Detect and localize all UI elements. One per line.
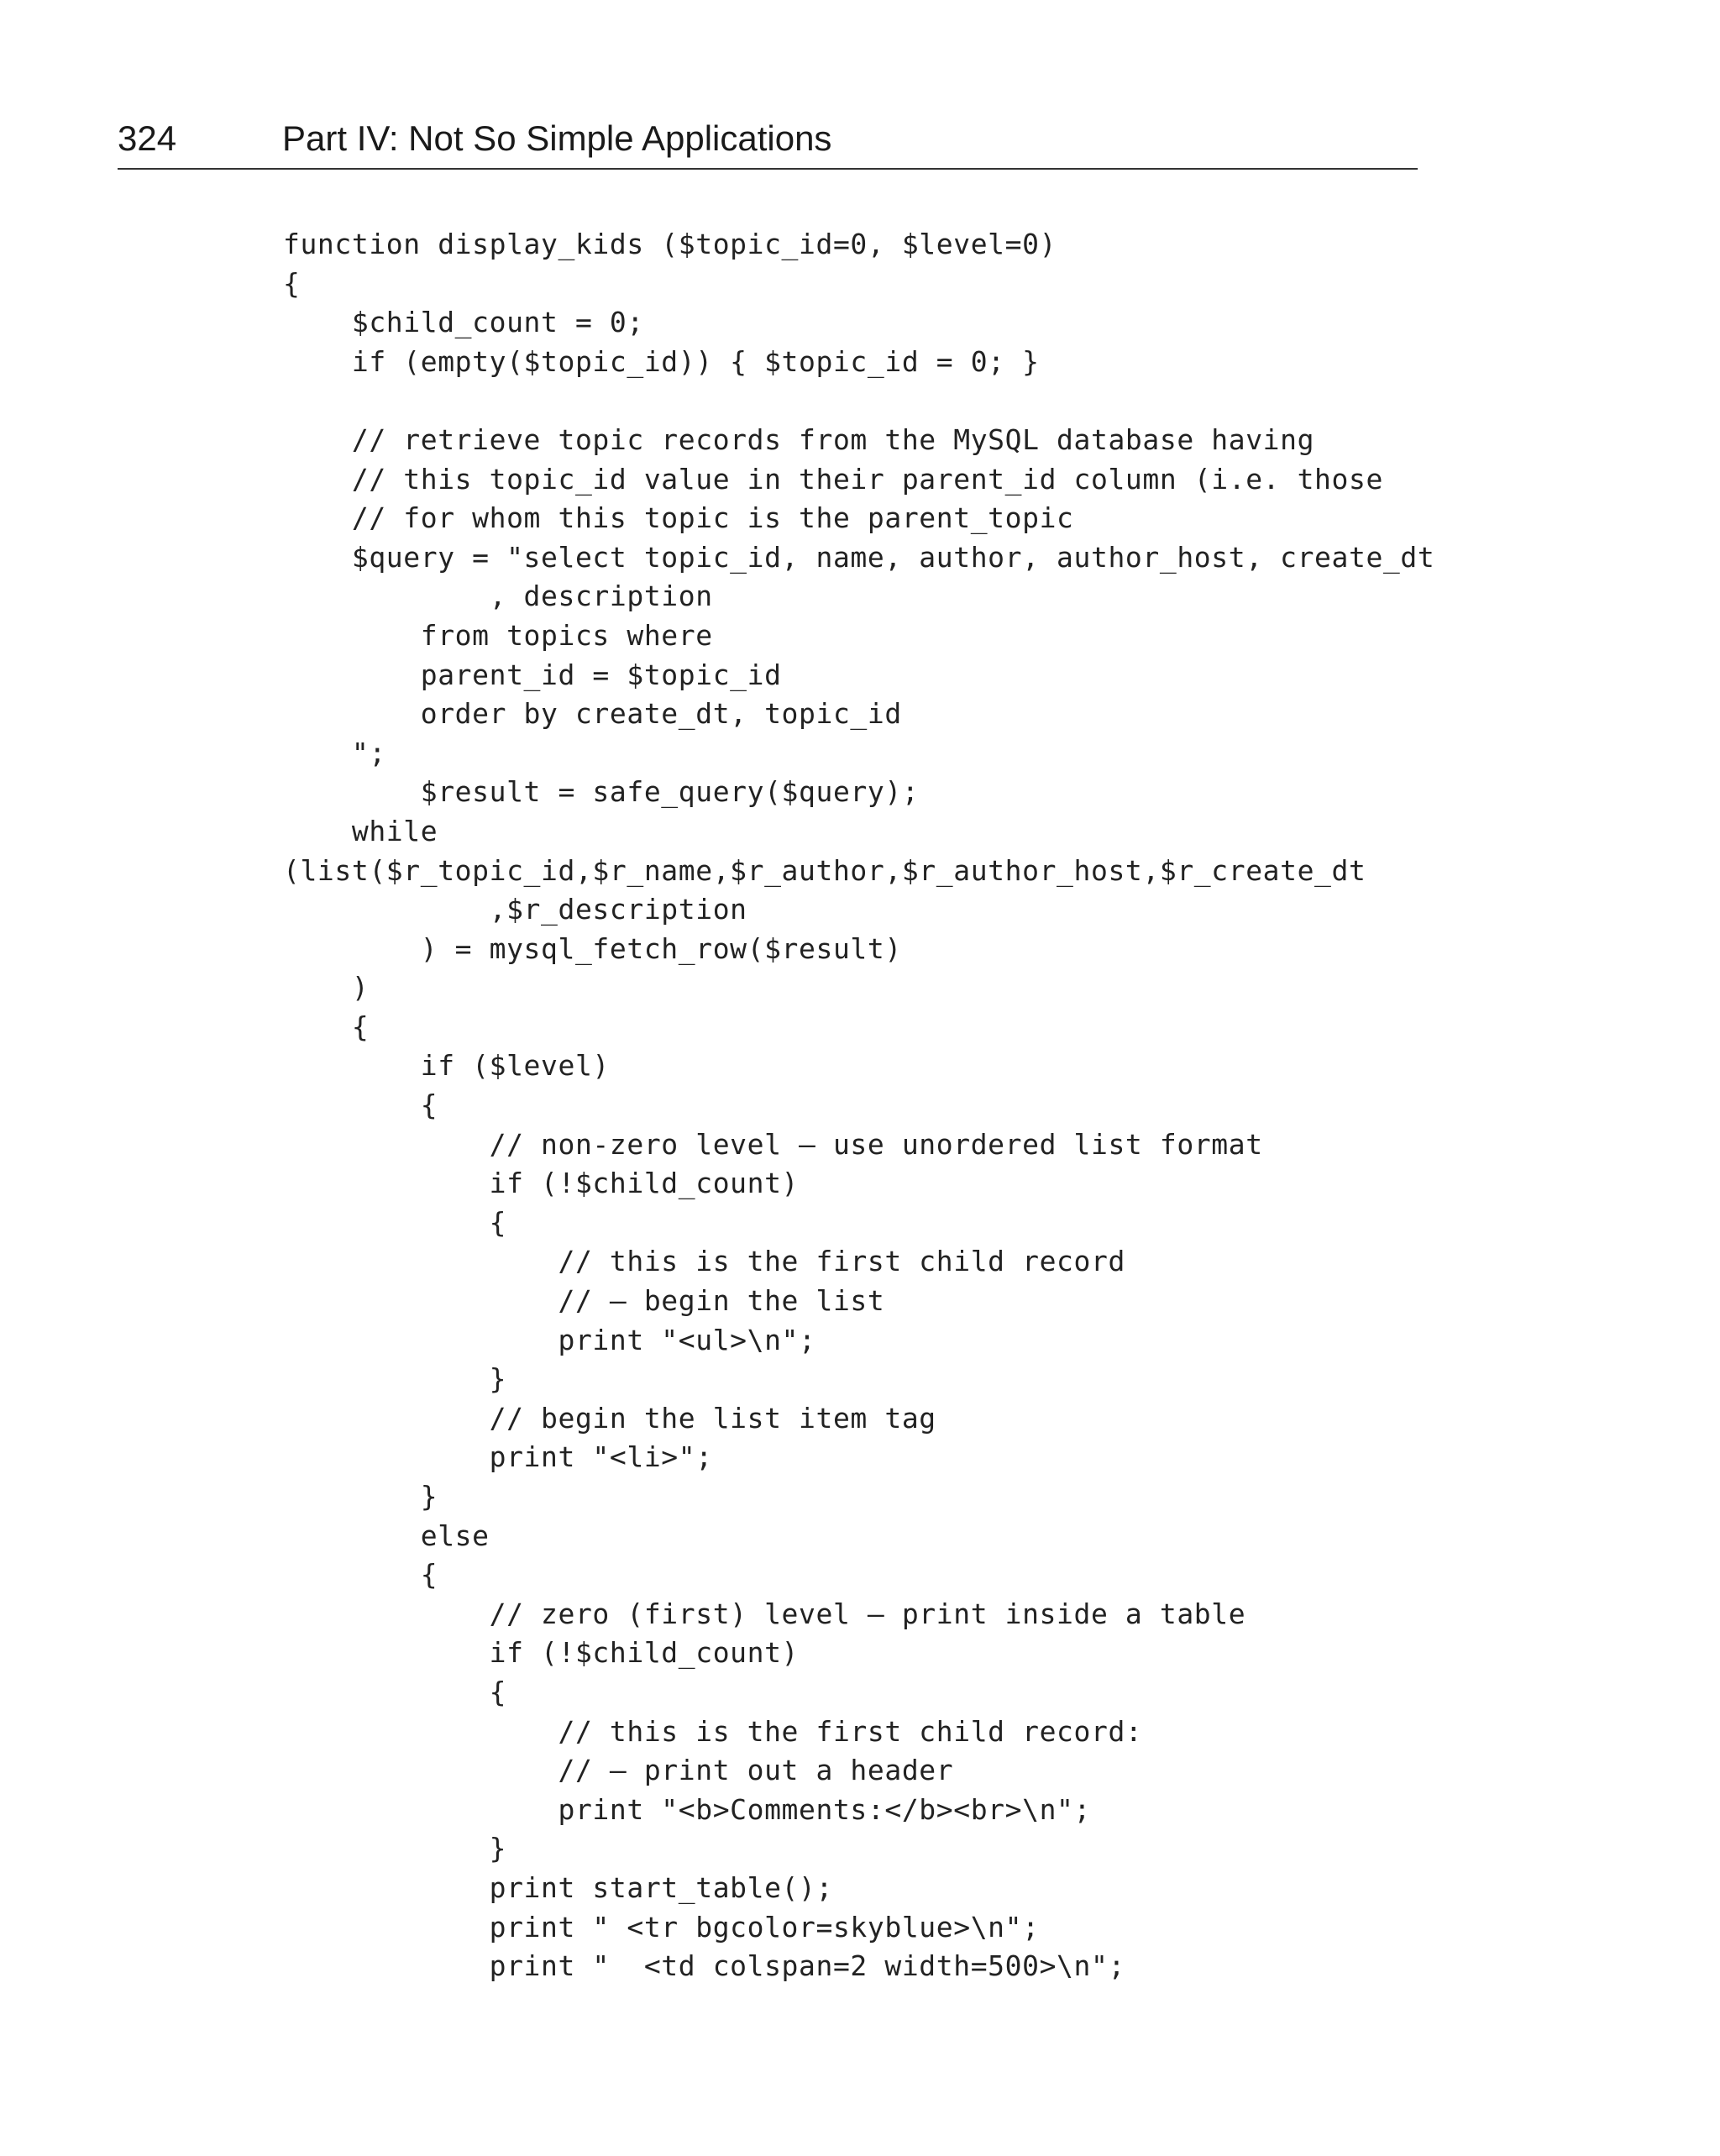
code-line: print "<ul>\n"; [283, 1323, 816, 1356]
code-line: // retrieve topic records from the MySQL database having [283, 422, 1315, 456]
code-line: print "<li>"; [283, 1440, 713, 1474]
code-line: { [283, 1088, 438, 1122]
code-line: , description [283, 580, 713, 613]
code-line [283, 381, 1459, 421]
code-line: $child_count = 0; [283, 306, 644, 339]
code-line: order by create_dt, topic_id [283, 697, 902, 731]
code-line: print "<b>Comments:</b><br>\n"; [283, 1792, 1091, 1826]
code-line: } [283, 1480, 438, 1513]
code-line: { [283, 1010, 370, 1043]
code-line: // begin the list item tag [283, 1401, 936, 1435]
code-line: // – print out a header [283, 1754, 954, 1787]
code-line: // – begin the list [283, 1284, 885, 1318]
code-line: $query = "select topic_id, name, author, author_host, create_dt [283, 540, 1435, 574]
code-line: print " <td colspan=2 width=500>\n"; [283, 1949, 1125, 1983]
code-line: else [283, 1519, 490, 1552]
code-line: } [283, 1832, 507, 1865]
code-line: if (!$child_count) [283, 1167, 800, 1200]
code-line: // zero (first) level – print inside a table [283, 1597, 1246, 1630]
code-line: { [283, 266, 301, 300]
code-line: if (empty($topic_id)) { $topic_id = 0; } [283, 344, 1040, 378]
code-line: ) [283, 971, 370, 1005]
code-line: { [283, 1558, 438, 1592]
code-line: } [283, 1362, 507, 1396]
code-line: // this is the first child record: [283, 1714, 1143, 1748]
code-line: // non-zero level – use unordered list format [283, 1127, 1263, 1161]
running-head-title: Part IV: Not So Simple Applications [282, 118, 832, 158]
code-listing [283, 225, 1459, 1986]
code-line: if ($level) [283, 1049, 610, 1083]
code-line: print " <tr bgcolor=skyblue>\n"; [283, 1910, 1040, 1944]
code-line: { [283, 1675, 507, 1708]
code-line: while [283, 814, 438, 847]
code-line: // this is the first child record [283, 1245, 1125, 1278]
code-line: if (!$child_count) [283, 1636, 800, 1670]
page-header [118, 116, 1418, 170]
code-line: print start_table(); [283, 1870, 833, 1904]
code-line: parent_id = $topic_id [283, 658, 782, 691]
code-line: function display_kids ($topic_id=0, $level=0) [283, 228, 1057, 260]
code-line: $result = safe_query($query); [283, 775, 920, 809]
code-line: // for whom this topic is the parent_topic [283, 501, 1074, 535]
code-line: "; [283, 736, 386, 769]
code-line: { [283, 1205, 507, 1239]
code-line: (list($r_topic_id,$r_name,$r_author,$r_author_host,$r_create_dt [283, 853, 1366, 887]
code-line: ) = mysql_fetch_row($result) [283, 931, 902, 965]
code-line: from topics where [283, 618, 713, 652]
code-line: ,$r_description [283, 893, 747, 926]
code-line: // this topic_id value in their parent_id column (i.e. those [283, 462, 1383, 496]
page-number: 324 [118, 118, 177, 158]
